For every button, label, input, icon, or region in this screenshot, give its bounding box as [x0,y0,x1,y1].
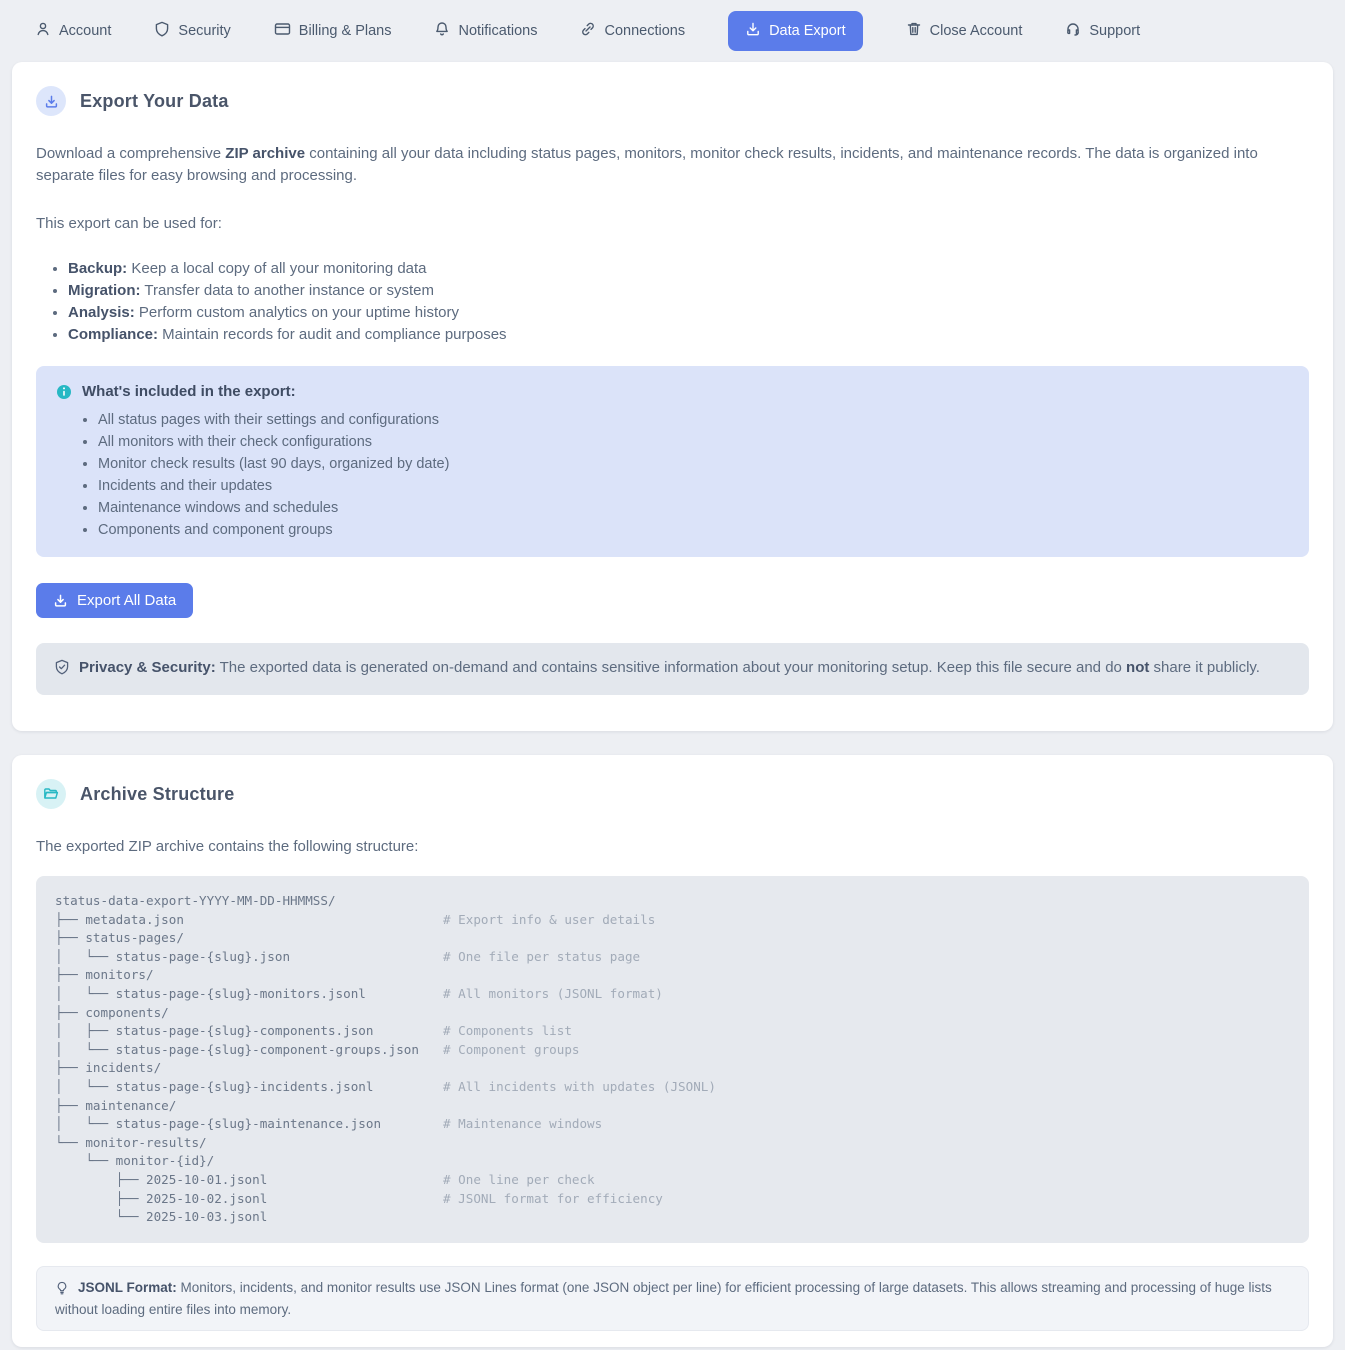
usage-item: • Analysis: Perform custom analytics on your uptime history [68,302,1309,324]
tab-connections[interactable] [580,21,685,41]
user-icon [35,21,51,41]
included-item: • All status pages with their settings and configurations [98,409,1289,431]
archive-intro: The exported ZIP archive contains the following structure: [36,838,419,855]
archive-card-title: Archive Structure [80,783,235,804]
tab-account[interactable] [35,21,111,41]
download-icon [53,593,68,608]
tree-line: └── 2025-10-03.jsonl [55,1209,268,1225]
included-item: • Incidents and their updates [98,475,1289,497]
archive-card-header [36,779,1309,809]
tab-data-export[interactable] [728,11,863,51]
usage-item: • Compliance: Maintain records for audit and compliance purposes [68,324,1309,346]
jsonl-format-note: JSONL Format: Monitors, incidents, and monitor results use JSON Lines format (one JSON object per line) for efficient processing of large datasets. This allows streaming and processing of huge lists without loading entire files into memory. [36,1266,1309,1331]
shield-icon [154,21,170,41]
export-card-title: Export Your Data [80,90,229,111]
tab-security[interactable] [154,21,230,41]
tab-label: Support [1089,23,1141,39]
link-icon [580,21,596,41]
tree-line: ├── status-pages/ [55,930,184,946]
archive-tree-codeblock [36,876,1309,1243]
tree-line: status-data-export-YYYY-MM-DD-HHMMSS/ [55,893,336,908]
included-item: • Monitor check results (last 90 days, organized by date) [98,453,1289,475]
tree-line: │ └── status-page-{slug}-incidents.jsonl # All incidents with updates (JSONL) [55,1078,716,1094]
included-item: • All monitors with their check configurations [98,431,1289,453]
shield-check-icon [54,659,70,682]
tree-line: ├── components/ [55,1004,169,1020]
tree-line: │ └── status-page-{slug}-component-groups.json # Component groups [55,1041,580,1057]
download-badge-icon [36,86,66,116]
zip-archive-emphasis: ZIP archive [225,145,306,162]
credit-card-icon [274,21,291,41]
tree-line: ├── 2025-10-02.jsonl # JSONL format for efficiency [55,1190,663,1206]
tree-line: │ ├── status-page-{slug}-components.json # Components list [55,1023,572,1039]
lightbulb-icon [55,1281,69,1300]
archive-structure-card [12,755,1333,1347]
included-item: • Maintenance windows and schedules [98,497,1289,519]
bell-icon [434,21,450,41]
settings-tab-bar [0,0,1345,52]
tree-line: │ └── status-page-{slug}.json # One file per status page [55,948,641,964]
tree-line: └── monitor-results/ [55,1134,207,1150]
tab-support[interactable] [1065,21,1140,41]
tree-line: ├── 2025-10-01.jsonl # One line per check [55,1171,595,1187]
export-all-data-button[interactable]: Export All Data [36,583,193,618]
tab-billing[interactable] [274,21,392,41]
tree-line: └── monitor-{id}/ [55,1153,215,1169]
tree-line: ├── incidents/ [55,1060,162,1076]
tab-label: Close Account [929,23,1023,39]
tab-label: Data Export [769,23,846,39]
included-item: • Components and component groups [98,519,1289,541]
headset-icon [1065,21,1081,41]
usage-item: • Migration: Transfer data to another instance or system [68,280,1309,302]
export-intro: Download a comprehensive ZIP archive containing all your data including status pages, monitors, monitor check results, incidents, and maintenance records. The data is organized into separate files for easy browsing and processing. [36,145,1258,184]
tree-line: ├── maintenance/ [55,1097,177,1113]
tab-close-account[interactable] [906,21,1023,41]
folder-badge-icon [36,779,66,809]
included-info-box [36,366,1309,557]
privacy-security-note: Privacy & Security: The exported data is generated on-demand and contains sensitive information about your monitoring setup. Keep this file secure and do not share it publicly. [36,643,1309,695]
included-list [98,409,1289,541]
info-circle-icon [56,384,72,400]
tree-line: ├── monitors/ [55,967,154,983]
not-emphasis: not [1126,659,1150,676]
tree-line: │ └── status-page-{slug}-monitors.jsonl # All monitors (JSONL format) [55,985,663,1001]
tab-label: Account [59,23,112,39]
usage-heading: This export can be used for: [36,215,222,232]
tab-label: Notifications [458,23,538,39]
tab-label: Connections [604,23,686,39]
tab-label: Billing & Plans [298,23,392,39]
included-title: What's included in the export: [82,383,296,400]
tab-label: Security [178,23,231,39]
download-icon [745,21,761,41]
trash-icon [906,21,922,41]
tree-line: ├── metadata.json # Export info & user details [55,911,656,927]
usage-item: • Backup: Keep a local copy of all your monitoring data [68,258,1309,280]
usage-list [68,258,1309,346]
export-data-card [12,62,1333,731]
export-card-header [36,86,1309,116]
tree-line: │ └── status-page-{slug}-maintenance.json # Maintenance windows [55,1116,603,1132]
tab-notifications[interactable] [434,21,537,41]
